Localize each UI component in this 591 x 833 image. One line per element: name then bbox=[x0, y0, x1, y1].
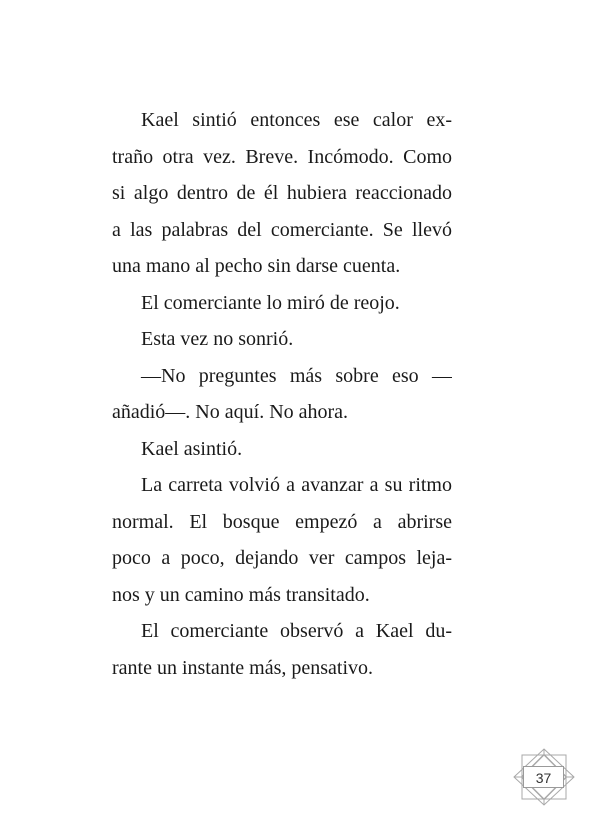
text-line: poco a poco, dejando ver campos leja- bbox=[112, 547, 452, 569]
text-line: Kael sintió entonces ese calor ex- bbox=[141, 109, 452, 131]
text-line: si algo dentro de él hubiera reaccionado bbox=[112, 182, 452, 204]
text-line: Kael asintió. bbox=[141, 437, 243, 460]
text-line: traño otra vez. Breve. Incómodo. Como bbox=[112, 145, 452, 168]
text-line: El comerciante observó a Kael du- bbox=[141, 620, 452, 642]
text-line: Esta vez no sonrió. bbox=[141, 328, 294, 350]
text-line: rante un instante más, pensativo. bbox=[112, 656, 374, 679]
text-line: añadió—. No aquí. No ahora. bbox=[112, 401, 349, 423]
text-line: una mano al pecho sin darse cuenta. bbox=[112, 255, 401, 277]
text-line: El comerciante lo miró de reojo. bbox=[141, 291, 400, 314]
text-line: nos y un camino más transitado. bbox=[112, 583, 370, 606]
text-line: —No preguntes más sobre eso — bbox=[141, 364, 452, 387]
text-line: La carreta volvió a avanzar a su ritmo bbox=[141, 474, 452, 496]
page-number: 37 bbox=[523, 766, 564, 788]
body-text bbox=[112, 102, 452, 686]
text-line: normal. El bosque empezó a abrirse bbox=[112, 510, 452, 533]
text-line: a las palabras del comerciante. Se llevó bbox=[112, 218, 452, 241]
